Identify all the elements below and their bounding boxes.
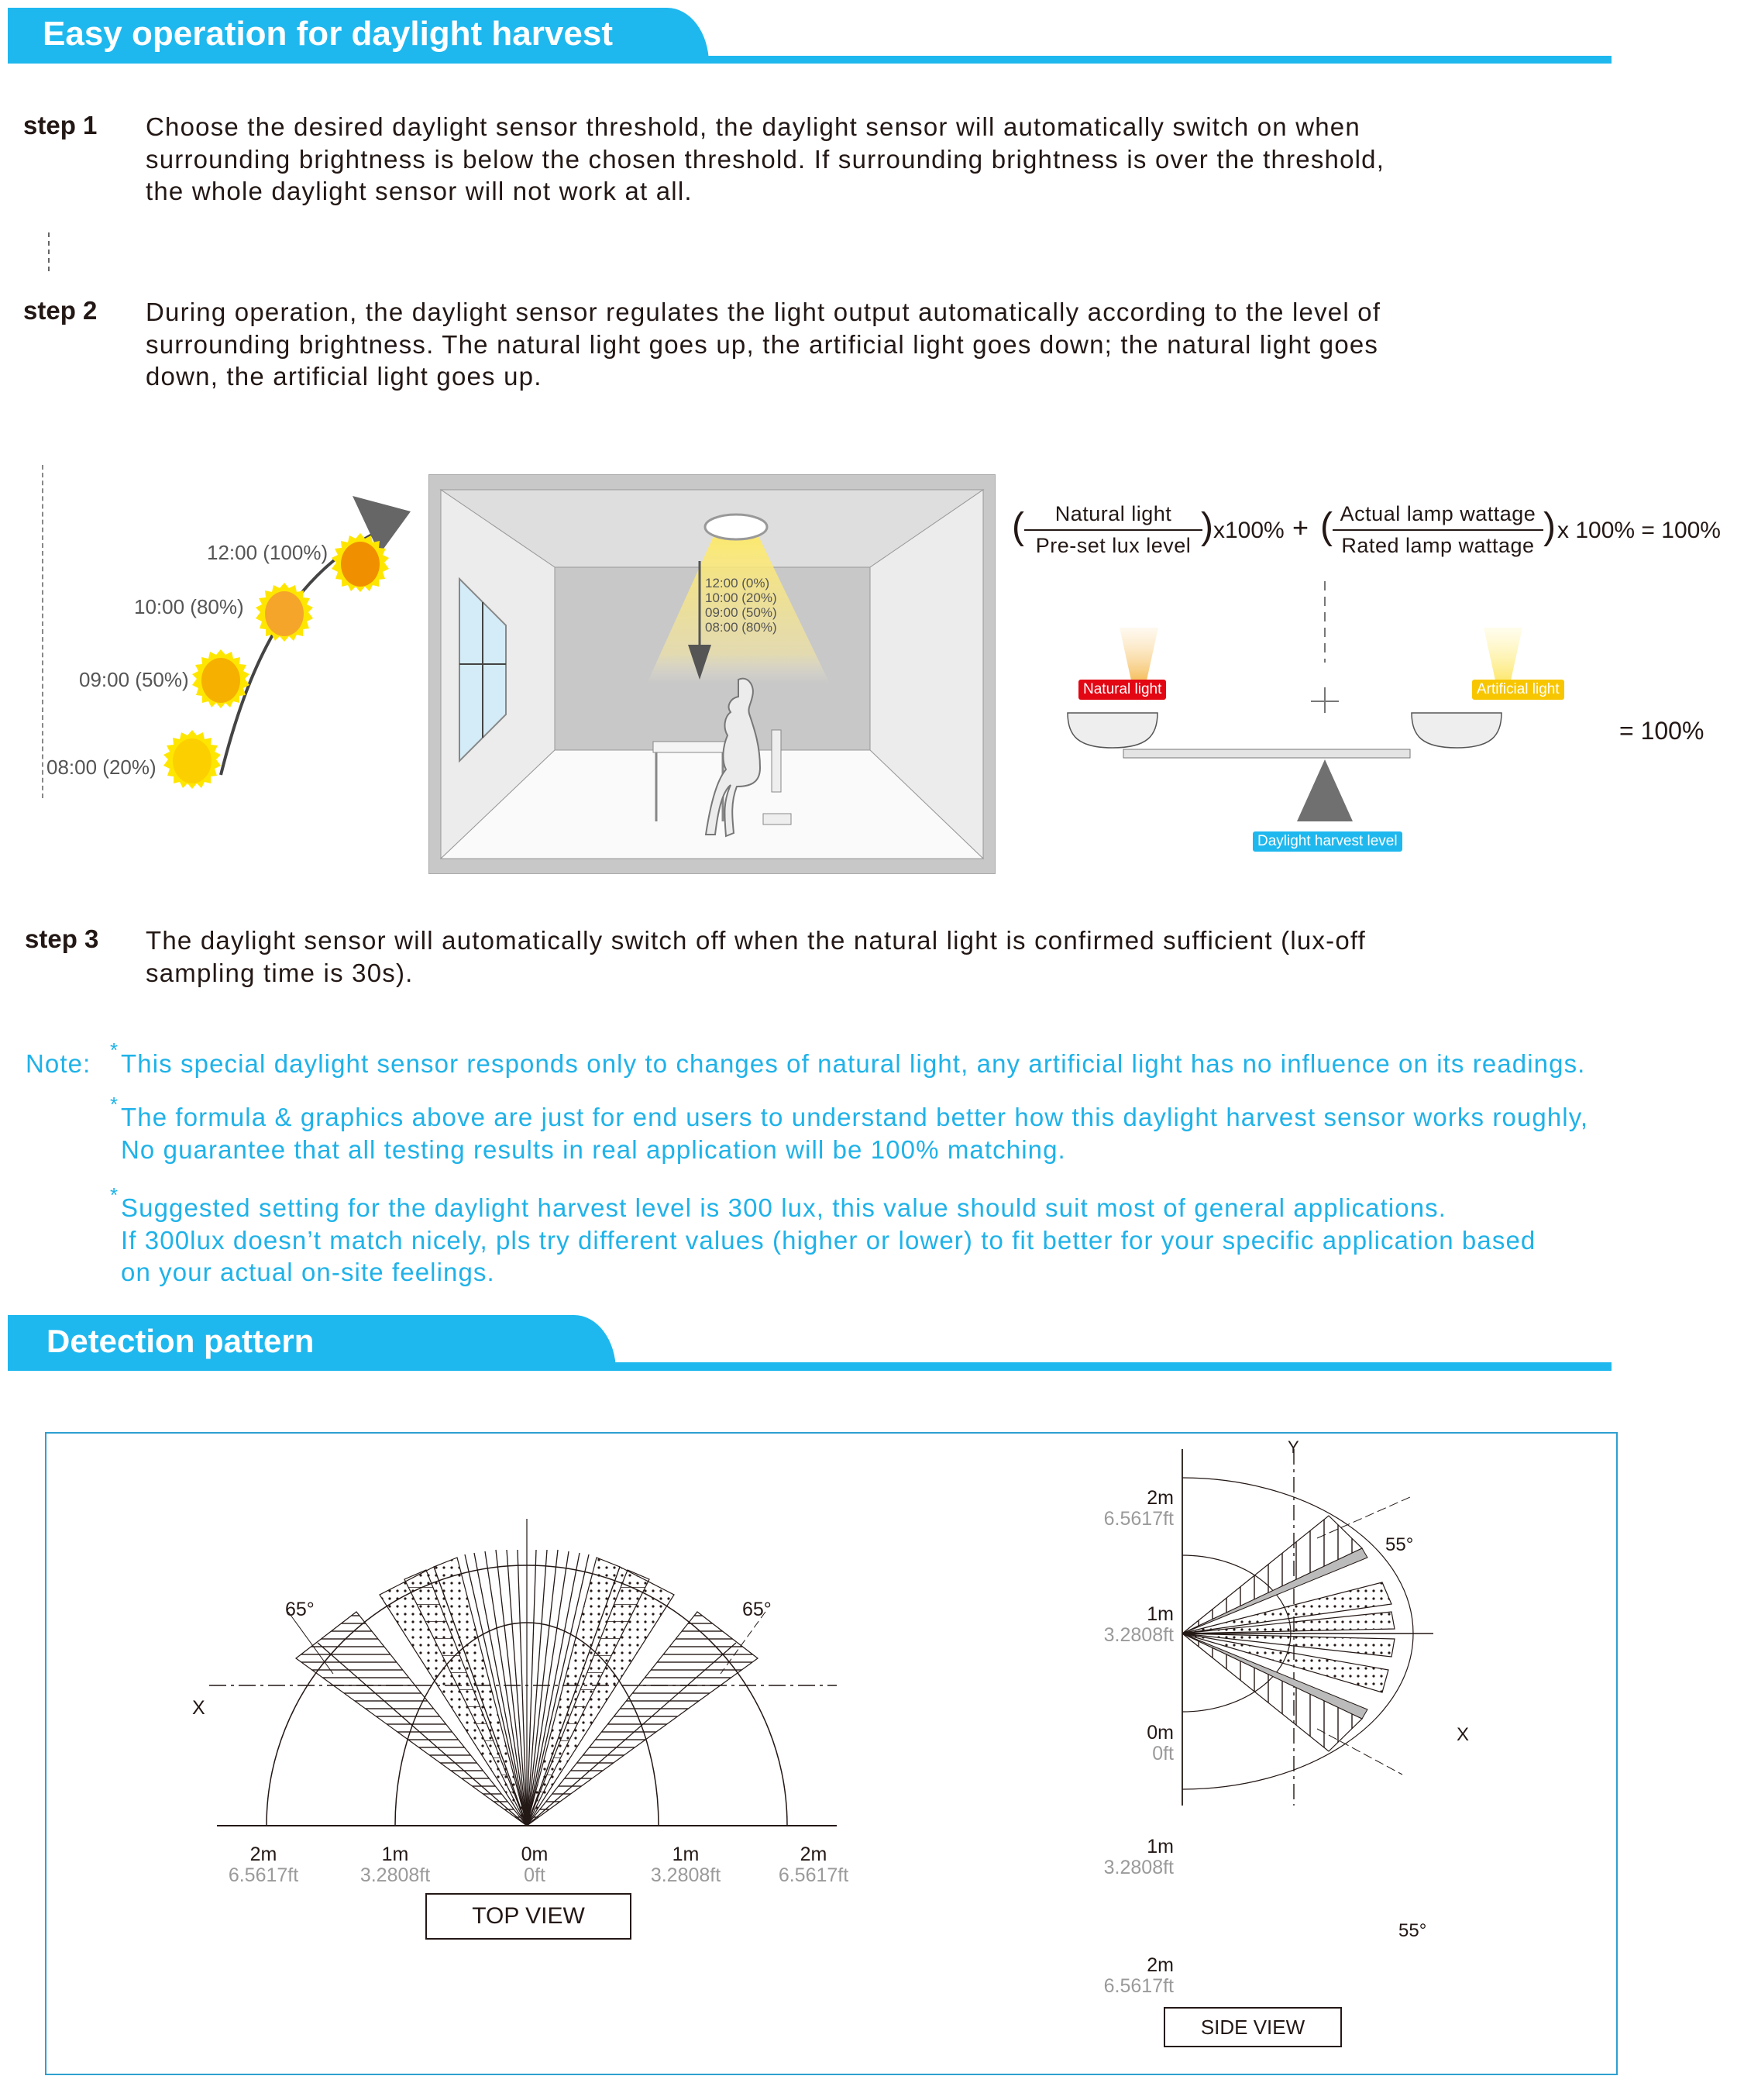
tick-meters: 0m — [1147, 1722, 1174, 1744]
formula-paren: ( — [1012, 506, 1024, 547]
side-view-diagram — [1178, 1449, 1488, 1821]
note-line: No guarantee that all testing results in real application will be 100% matching. — [121, 1134, 1066, 1164]
text-line: The daylight sensor will automatically switch off when the natural light is confirmed sufficient (lux-off — [146, 926, 1367, 955]
tick-feet: 0ft — [524, 1864, 545, 1886]
side-view-tick — [1096, 1955, 1174, 1997]
lamp-level: 08:00 (80%) — [705, 620, 777, 635]
step-1-text — [146, 111, 1509, 208]
side-view-tick — [1096, 1837, 1174, 1878]
sun-icon-1000 — [253, 583, 315, 649]
tick-feet: 0ft — [1152, 1743, 1174, 1764]
tick-feet: 3.2808ft — [359, 1864, 431, 1886]
step-2-text — [146, 296, 1509, 393]
side-view-title: SIDE VIEW — [1164, 2007, 1342, 2047]
tick-meters: 2m — [249, 1844, 277, 1865]
lamp-level: 12:00 (0%) — [705, 576, 770, 590]
sun-icon-1200 — [329, 533, 391, 599]
top-view-tick — [643, 1844, 728, 1886]
text-line: During operation, the daylight sensor regulates the light output automatically according to the level of — [146, 298, 1381, 326]
note-bullet-star: * — [110, 1038, 119, 1062]
fraction-bar — [1024, 529, 1202, 531]
section-title: Easy operation for daylight harvest — [43, 15, 613, 53]
tick-feet: 6.5617ft — [778, 1864, 849, 1886]
step-1-label: step 1 — [23, 111, 98, 139]
sun-icon-0900 — [190, 649, 252, 715]
note-bullet-star: * — [110, 1183, 119, 1207]
step-2-label: step 2 — [23, 296, 98, 325]
formula-paren: ) — [1201, 506, 1213, 547]
section-header-detection — [8, 1315, 1612, 1371]
note-line: This special daylight sensor responds only to changes of natural light, any artificial light has no influence on its readings. — [121, 1049, 1586, 1078]
dashed-divider — [48, 232, 50, 271]
tick-feet: 6.5617ft — [1103, 1975, 1174, 1997]
text-line: Choose the desired daylight sensor threshold, the daylight sensor will automatically switch on when — [146, 112, 1360, 141]
top-view-tick — [353, 1844, 438, 1886]
formula-fraction-wattage — [1333, 502, 1543, 558]
natural-light-badge: Natural light — [1078, 680, 1166, 700]
lamp-level: 10:00 (20%) — [705, 590, 777, 605]
formula-paren: ( — [1320, 506, 1333, 547]
top-view-tick — [496, 1844, 573, 1886]
header-strip — [8, 1362, 1612, 1371]
formula-fraction-natural — [1024, 502, 1202, 558]
tick-feet: 3.2808ft — [1103, 1624, 1174, 1646]
text-line: surrounding brightness. The natural light goes up, the artificial light goes down; the natural light goes — [146, 329, 1379, 359]
note-line: on your actual on-site feelings. — [121, 1258, 495, 1286]
formula-paren: ) — [1543, 506, 1556, 547]
balance-result: = 100% — [1619, 717, 1704, 745]
text-line: down, the artificial light goes up. — [146, 362, 542, 391]
note-line: Suggested setting for the daylight harvest level is 300 lux, this value should suit most of general applications. — [121, 1193, 1447, 1222]
side-view-axis-y: Y — [1288, 1437, 1299, 1457]
formula-multiplier: x100% — [1213, 518, 1285, 543]
note-item-2 — [121, 1101, 1588, 1165]
tick-meters: 0m — [521, 1844, 549, 1865]
tick-feet: 3.2808ft — [1103, 1857, 1174, 1878]
tick-feet: 3.2808ft — [650, 1864, 721, 1886]
daylight-harvest-level-badge: Daylight harvest level — [1253, 831, 1402, 852]
tick-meters: 2m — [1147, 1487, 1174, 1509]
note-bullet-star: * — [110, 1093, 119, 1116]
tick-meters: 1m — [381, 1844, 409, 1865]
step-3-label: step 3 — [25, 924, 99, 953]
sun-label-0900: 09:00 (50%) — [79, 668, 189, 691]
tick-meters: 2m — [800, 1844, 827, 1865]
side-view-angle-top: 55° — [1385, 1534, 1414, 1555]
fraction-bar — [1333, 529, 1543, 531]
fraction-denominator: Pre-set lux level — [1035, 534, 1192, 557]
sun-icon-0800 — [161, 730, 223, 796]
tick-feet: 6.5617ft — [1103, 1508, 1174, 1530]
note-label: Note: — [26, 1049, 91, 1078]
sun-label-0800: 08:00 (20%) — [46, 756, 157, 779]
fraction-numerator: Natural light — [1054, 502, 1172, 525]
section-title: Detection pattern — [46, 1323, 315, 1359]
lamp-level: 09:00 (50%) — [705, 605, 777, 620]
step-3-text — [146, 924, 1509, 989]
lamp-level-list — [705, 576, 777, 635]
balance-scale-graphic — [1061, 573, 1526, 837]
text-line: surrounding brightness is below the chosen threshold. If surrounding brightness is over the threshold, — [146, 144, 1385, 174]
side-view-tick — [1096, 1604, 1174, 1646]
section-header-operation — [8, 8, 1612, 64]
header-strip — [8, 56, 1612, 64]
top-view-axis-x: X — [192, 1697, 205, 1719]
top-view-diagram — [201, 1519, 837, 1844]
tick-meters: 1m — [672, 1844, 700, 1865]
tick-meters: 1m — [1147, 1603, 1174, 1625]
formula-plus: + — [1292, 511, 1309, 543]
top-view-angle-right: 65° — [742, 1599, 772, 1620]
top-view-tick — [225, 1844, 302, 1886]
top-view-angle-left: 65° — [285, 1599, 315, 1620]
tick-meters: 2m — [1147, 1954, 1174, 1976]
fraction-numerator: Actual lamp wattage — [1340, 502, 1536, 525]
note-line: If 300lux doesn’t match nicely, pls try different values (higher or lower) to fit better for your specific application based — [121, 1225, 1536, 1255]
text-line: sampling time is 30s). — [146, 958, 414, 987]
top-view-title: TOP VIEW — [425, 1893, 631, 1940]
fraction-denominator: Rated lamp wattage — [1341, 534, 1535, 557]
top-view-tick — [771, 1844, 856, 1886]
side-view-tick — [1096, 1488, 1174, 1530]
note-line: The formula & graphics above are just for end users to understand better how this daylight harvest sensor works roughly, — [121, 1103, 1589, 1131]
side-view-tick — [1096, 1723, 1174, 1764]
artificial-light-badge: Artificial light — [1472, 680, 1564, 700]
tick-meters: 1m — [1147, 1836, 1174, 1857]
note-item-1 — [121, 1048, 1585, 1080]
side-view-axis-x: X — [1457, 1724, 1470, 1745]
side-view-angle-bottom: 55° — [1398, 1920, 1427, 1941]
formula-result: x 100% = 100% — [1557, 518, 1721, 543]
room-illustration — [428, 474, 996, 874]
tick-feet: 6.5617ft — [228, 1864, 299, 1886]
text-line: the whole daylight sensor will not work at all. — [146, 177, 693, 205]
sun-label-1000: 10:00 (80%) — [134, 595, 244, 618]
note-item-3 — [121, 1192, 1536, 1289]
sun-label-1200: 12:00 (100%) — [207, 541, 329, 564]
